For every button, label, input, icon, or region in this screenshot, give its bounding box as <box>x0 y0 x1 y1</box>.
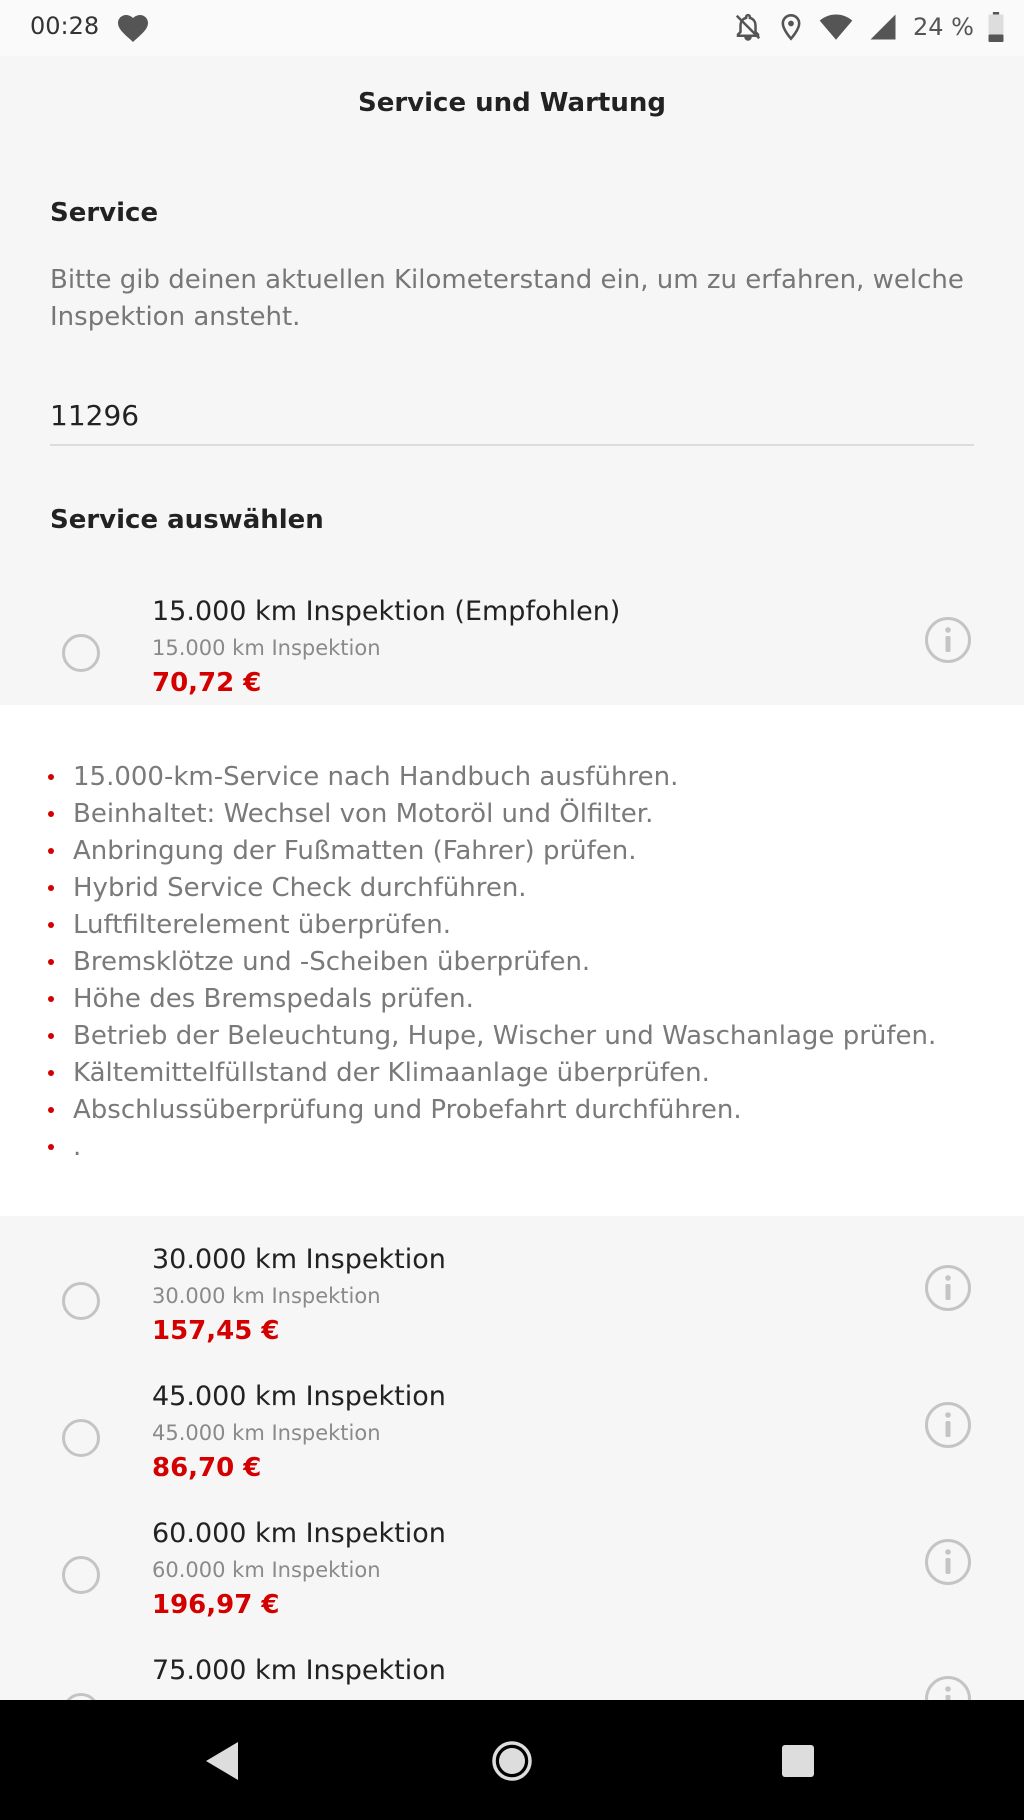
service-details-panel <box>0 705 1024 1216</box>
service-details-list <box>48 759 936 1166</box>
detail-item: Anbringung der Fußmatten (Fahrer) prüfen. <box>48 833 936 870</box>
radio-button[interactable] <box>62 1419 100 1457</box>
detail-item: Bremsklötze und -Scheiben überprüfen. <box>48 944 936 981</box>
option-price: 70,72 € <box>152 668 262 698</box>
select-service-heading: Service auswählen <box>50 505 324 535</box>
detail-item: Betrieb der Beleuchtung, Hupe, Wischer und Waschanlage prüfen. <box>48 1018 936 1055</box>
navigation-bar <box>0 1700 1024 1820</box>
detail-item: Beinhaltet: Wechsel von Motoröl und Ölfilter. <box>48 796 936 833</box>
location-icon <box>777 12 805 42</box>
option-price: 157,45 € <box>152 1316 280 1346</box>
option-title: 45.000 km Inspektion <box>152 1381 446 1412</box>
detail-item: 15.000-km-Service nach Handbuch ausführen. <box>48 759 936 796</box>
bullet <box>48 1033 54 1039</box>
info-icon[interactable] <box>924 1538 972 1586</box>
bullet <box>48 996 54 1002</box>
battery-icon <box>988 12 1004 42</box>
service-heading: Service <box>50 198 159 228</box>
radio-button[interactable] <box>62 1282 100 1320</box>
wifi-icon <box>819 12 853 42</box>
bullet <box>48 774 54 780</box>
bullet <box>48 1107 54 1113</box>
back-icon[interactable] <box>198 1738 246 1784</box>
detail-item: Luftfilterelement überprüfen. <box>48 907 936 944</box>
bullet <box>48 922 54 928</box>
bullet <box>48 959 54 965</box>
heart-icon <box>115 10 151 44</box>
status-bar <box>0 0 1024 56</box>
option-title: 15.000 km Inspektion (Empfohlen) <box>152 596 621 627</box>
info-icon[interactable] <box>924 616 972 664</box>
option-subtitle: 45.000 km Inspektion <box>152 1421 381 1445</box>
service-option-30000[interactable] <box>0 1244 1024 1374</box>
recents-icon[interactable] <box>774 1738 822 1784</box>
service-option-60000[interactable] <box>0 1518 1024 1648</box>
option-subtitle: 60.000 km Inspektion <box>152 1558 381 1582</box>
option-title: 60.000 km Inspektion <box>152 1518 446 1549</box>
detail-item: Abschlussüberprüfung und Probefahrt durchführen. <box>48 1092 936 1129</box>
option-price: 196,97 € <box>152 1590 280 1620</box>
mileage-input[interactable] <box>50 386 974 446</box>
option-subtitle: 30.000 km Inspektion <box>152 1284 381 1308</box>
notifications-off-icon <box>733 12 763 42</box>
bullet <box>48 1070 54 1076</box>
service-option-45000[interactable] <box>0 1381 1024 1511</box>
radio-button[interactable] <box>62 1556 100 1594</box>
option-subtitle: 15.000 km Inspektion <box>152 636 381 660</box>
detail-item: Hybrid Service Check durchführen. <box>48 870 936 907</box>
status-time: 00:28 <box>30 12 100 40</box>
option-price: 86,70 € <box>152 1453 262 1483</box>
radio-button[interactable] <box>62 634 100 672</box>
bullet <box>48 1144 54 1150</box>
detail-item: Höhe des Bremspedals prüfen. <box>48 981 936 1018</box>
info-icon[interactable] <box>924 1401 972 1449</box>
home-icon[interactable] <box>488 1738 536 1784</box>
bullet <box>48 811 54 817</box>
option-title: 30.000 km Inspektion <box>152 1244 446 1275</box>
page-title: Service und Wartung <box>357 88 666 118</box>
detail-item: Kältemittelfüllstand der Klimaanlage überprüfen. <box>48 1055 936 1092</box>
option-title: 75.000 km Inspektion <box>152 1655 446 1686</box>
detail-item: . <box>48 1129 936 1166</box>
signal-icon <box>867 12 899 42</box>
bullet <box>48 848 54 854</box>
service-description: Bitte gib deinen aktuellen Kilometerstand ein, um zu erfahren, welche Inspektion ansteht. <box>50 265 964 332</box>
info-icon[interactable] <box>924 1264 972 1312</box>
status-icons <box>733 10 1004 44</box>
bullet <box>48 885 54 891</box>
battery-text: 24 % <box>913 13 974 41</box>
